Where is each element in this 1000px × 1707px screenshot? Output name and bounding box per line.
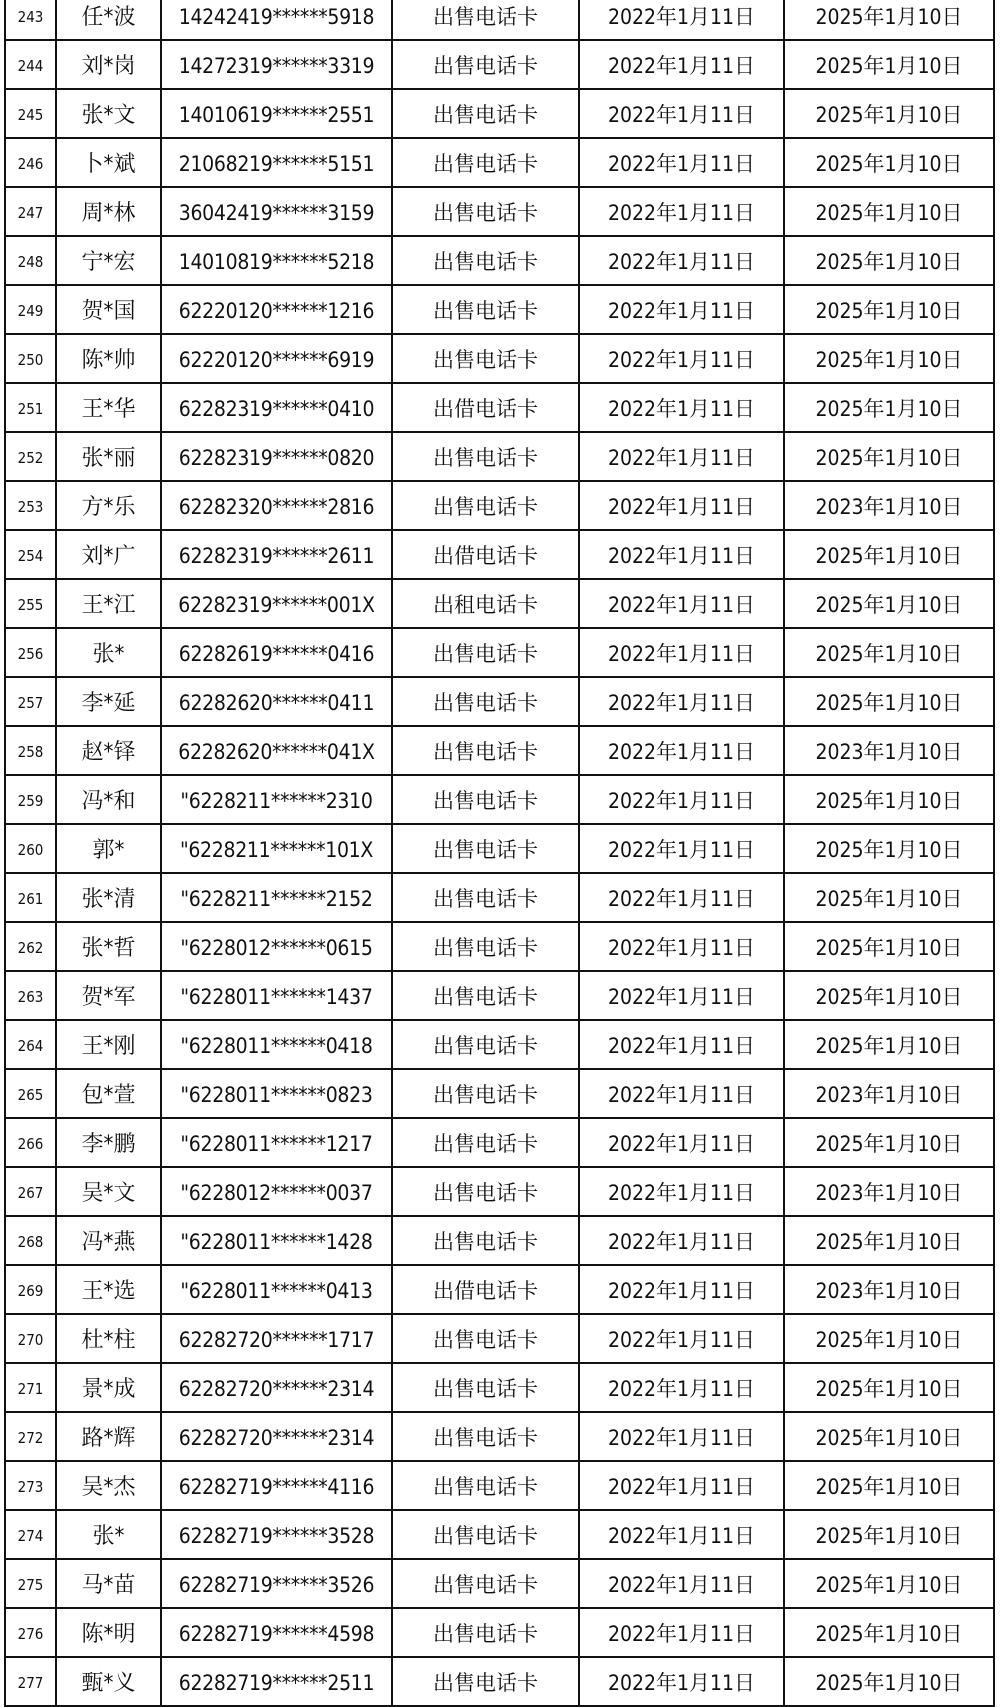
serial-number-cell: 247 xyxy=(5,187,56,236)
end-date-cell: 2025年1月10日 xyxy=(784,1559,994,1608)
name-cell: 张* xyxy=(56,1510,161,1559)
serial-number-cell: 271 xyxy=(5,1363,56,1412)
reason-cell: 出租电话卡 xyxy=(392,579,579,628)
name-cell: 郭* xyxy=(56,824,161,873)
end-date-cell: 2023年1月10日 xyxy=(784,1167,994,1216)
id-number-cell: 14272319******3319 xyxy=(161,40,392,89)
start-date-cell: 2022年1月11日 xyxy=(579,1216,784,1265)
end-date-cell: 2023年1月10日 xyxy=(784,1265,994,1314)
name-cell: 景*成 xyxy=(56,1363,161,1412)
reason-cell: 出售电话卡 xyxy=(392,1608,579,1657)
id-number-cell: 14010619******2551 xyxy=(161,89,392,138)
name-cell: 任*波 xyxy=(56,0,161,40)
name-cell: 贺*国 xyxy=(56,285,161,334)
table-row xyxy=(5,971,994,1020)
end-date-cell: 2025年1月10日 xyxy=(784,1314,994,1363)
start-date-cell: 2022年1月11日 xyxy=(579,677,784,726)
serial-number-cell: 244 xyxy=(5,40,56,89)
id-number-cell: "6228012******0615 xyxy=(161,922,392,971)
table-row xyxy=(5,1167,994,1216)
serial-number-cell: 265 xyxy=(5,1069,56,1118)
id-number-cell: 62282720******2314 xyxy=(161,1412,392,1461)
serial-number-cell: 250 xyxy=(5,334,56,383)
id-number-cell: 62282620******0411 xyxy=(161,677,392,726)
serial-number-cell: 266 xyxy=(5,1118,56,1167)
table-row xyxy=(5,775,994,824)
start-date-cell: 2022年1月11日 xyxy=(579,1118,784,1167)
start-date-cell: 2022年1月11日 xyxy=(579,628,784,677)
reason-cell: 出售电话卡 xyxy=(392,1461,579,1510)
table-row xyxy=(5,579,994,628)
end-date-cell: 2025年1月10日 xyxy=(784,1020,994,1069)
start-date-cell: 2022年1月11日 xyxy=(579,89,784,138)
end-date-cell: 2025年1月10日 xyxy=(784,187,994,236)
reason-cell: 出售电话卡 xyxy=(392,726,579,775)
name-cell: 李*鹏 xyxy=(56,1118,161,1167)
name-cell: 张*丽 xyxy=(56,432,161,481)
table-row xyxy=(5,1510,994,1559)
serial-number-cell: 267 xyxy=(5,1167,56,1216)
serial-number-cell: 258 xyxy=(5,726,56,775)
start-date-cell: 2022年1月11日 xyxy=(579,1461,784,1510)
table-row xyxy=(5,481,994,530)
id-number-cell: "6228211******2152 xyxy=(161,873,392,922)
end-date-cell: 2025年1月10日 xyxy=(784,579,994,628)
reason-cell: 出售电话卡 xyxy=(392,1559,579,1608)
name-cell: 马*苗 xyxy=(56,1559,161,1608)
reason-cell: 出售电话卡 xyxy=(392,481,579,530)
name-cell: 张*文 xyxy=(56,89,161,138)
end-date-cell: 2025年1月10日 xyxy=(784,383,994,432)
table-row xyxy=(5,1118,994,1167)
serial-number-cell: 256 xyxy=(5,628,56,677)
start-date-cell: 2022年1月11日 xyxy=(579,1608,784,1657)
end-date-cell: 2025年1月10日 xyxy=(784,1510,994,1559)
start-date-cell: 2022年1月11日 xyxy=(579,481,784,530)
name-cell: 包*萱 xyxy=(56,1069,161,1118)
id-number-cell: 62282319******0820 xyxy=(161,432,392,481)
name-cell: 赵*铎 xyxy=(56,726,161,775)
id-number-cell: "6228011******0418 xyxy=(161,1020,392,1069)
table-row xyxy=(5,677,994,726)
table-row xyxy=(5,40,994,89)
end-date-cell: 2025年1月10日 xyxy=(784,775,994,824)
start-date-cell: 2022年1月11日 xyxy=(579,383,784,432)
serial-number-cell: 277 xyxy=(5,1657,56,1706)
serial-number-cell: 263 xyxy=(5,971,56,1020)
name-cell: 张*哲 xyxy=(56,922,161,971)
name-cell: 张* xyxy=(56,628,161,677)
id-number-cell: "6228011******0413 xyxy=(161,1265,392,1314)
name-cell: 方*乐 xyxy=(56,481,161,530)
end-date-cell: 2025年1月10日 xyxy=(784,922,994,971)
end-date-cell: 2025年1月10日 xyxy=(784,285,994,334)
end-date-cell: 2025年1月10日 xyxy=(784,530,994,579)
table-row xyxy=(5,1363,994,1412)
table-row xyxy=(5,628,994,677)
table-row xyxy=(5,1461,994,1510)
table-row xyxy=(5,922,994,971)
id-number-cell: 62282720******2314 xyxy=(161,1363,392,1412)
reason-cell: 出售电话卡 xyxy=(392,775,579,824)
id-number-cell: 62282719******4598 xyxy=(161,1608,392,1657)
serial-number-cell: 274 xyxy=(5,1510,56,1559)
serial-number-cell: 272 xyxy=(5,1412,56,1461)
table-row xyxy=(5,1069,994,1118)
reason-cell: 出售电话卡 xyxy=(392,1069,579,1118)
reason-cell: 出售电话卡 xyxy=(392,1216,579,1265)
name-cell: 贺*军 xyxy=(56,971,161,1020)
start-date-cell: 2022年1月11日 xyxy=(579,1265,784,1314)
reason-cell: 出售电话卡 xyxy=(392,1363,579,1412)
reason-cell: 出售电话卡 xyxy=(392,334,579,383)
serial-number-cell: 252 xyxy=(5,432,56,481)
serial-number-cell: 273 xyxy=(5,1461,56,1510)
serial-number-cell: 276 xyxy=(5,1608,56,1657)
name-cell: 冯*燕 xyxy=(56,1216,161,1265)
table-row xyxy=(5,530,994,579)
serial-number-cell: 264 xyxy=(5,1020,56,1069)
end-date-cell: 2023年1月10日 xyxy=(784,726,994,775)
serial-number-cell: 243 xyxy=(5,0,56,40)
name-cell: 路*辉 xyxy=(56,1412,161,1461)
start-date-cell: 2022年1月11日 xyxy=(579,1363,784,1412)
start-date-cell: 2022年1月11日 xyxy=(579,236,784,285)
name-cell: 王*选 xyxy=(56,1265,161,1314)
start-date-cell: 2022年1月11日 xyxy=(579,1412,784,1461)
table-row xyxy=(5,187,994,236)
id-number-cell: 36042419******3159 xyxy=(161,187,392,236)
id-number-cell: 14242419******5918 xyxy=(161,0,392,40)
table-row xyxy=(5,1412,994,1461)
start-date-cell: 2022年1月11日 xyxy=(579,432,784,481)
start-date-cell: 2022年1月11日 xyxy=(579,579,784,628)
reason-cell: 出售电话卡 xyxy=(392,628,579,677)
start-date-cell: 2022年1月11日 xyxy=(579,1167,784,1216)
start-date-cell: 2022年1月11日 xyxy=(579,971,784,1020)
serial-number-cell: 249 xyxy=(5,285,56,334)
id-number-cell: "6228011******0823 xyxy=(161,1069,392,1118)
id-number-cell: "6228011******1437 xyxy=(161,971,392,1020)
id-number-cell: 62282620******041X xyxy=(161,726,392,775)
id-number-cell: 62282719******3528 xyxy=(161,1510,392,1559)
id-number-cell: "6228211******2310 xyxy=(161,775,392,824)
name-cell: 张*清 xyxy=(56,873,161,922)
reason-cell: 出借电话卡 xyxy=(392,383,579,432)
serial-number-cell: 257 xyxy=(5,677,56,726)
serial-number-cell: 254 xyxy=(5,530,56,579)
name-cell: 王*江 xyxy=(56,579,161,628)
end-date-cell: 2025年1月10日 xyxy=(784,1608,994,1657)
start-date-cell: 2022年1月11日 xyxy=(579,1069,784,1118)
serial-number-cell: 268 xyxy=(5,1216,56,1265)
reason-cell: 出售电话卡 xyxy=(392,40,579,89)
table-row xyxy=(5,1216,994,1265)
reason-cell: 出售电话卡 xyxy=(392,89,579,138)
name-cell: 周*林 xyxy=(56,187,161,236)
id-number-cell: 62282719******3526 xyxy=(161,1559,392,1608)
table-row xyxy=(5,89,994,138)
start-date-cell: 2022年1月11日 xyxy=(579,285,784,334)
end-date-cell: 2023年1月10日 xyxy=(784,1069,994,1118)
end-date-cell: 2025年1月10日 xyxy=(784,971,994,1020)
id-number-cell: 62282619******0416 xyxy=(161,628,392,677)
end-date-cell: 2025年1月10日 xyxy=(784,1363,994,1412)
record-table xyxy=(4,0,995,1707)
table-row xyxy=(5,1314,994,1363)
serial-number-cell: 260 xyxy=(5,824,56,873)
table-row xyxy=(5,726,994,775)
name-cell: 宁*宏 xyxy=(56,236,161,285)
name-cell: 冯*和 xyxy=(56,775,161,824)
end-date-cell: 2025年1月10日 xyxy=(784,236,994,285)
name-cell: 刘*岗 xyxy=(56,40,161,89)
table-row xyxy=(5,383,994,432)
id-number-cell: 62282320******2816 xyxy=(161,481,392,530)
end-date-cell: 2025年1月10日 xyxy=(784,432,994,481)
reason-cell: 出售电话卡 xyxy=(392,1118,579,1167)
reason-cell: 出售电话卡 xyxy=(392,922,579,971)
end-date-cell: 2023年1月10日 xyxy=(784,481,994,530)
end-date-cell: 2025年1月10日 xyxy=(784,1657,994,1706)
id-number-cell: 62220120******1216 xyxy=(161,285,392,334)
name-cell: 陈*明 xyxy=(56,1608,161,1657)
start-date-cell: 2022年1月11日 xyxy=(579,187,784,236)
end-date-cell: 2025年1月10日 xyxy=(784,138,994,187)
reason-cell: 出售电话卡 xyxy=(392,0,579,40)
end-date-cell: 2025年1月10日 xyxy=(784,89,994,138)
reason-cell: 出售电话卡 xyxy=(392,1314,579,1363)
id-number-cell: 62282319******0410 xyxy=(161,383,392,432)
start-date-cell: 2022年1月11日 xyxy=(579,775,784,824)
serial-number-cell: 248 xyxy=(5,236,56,285)
id-number-cell: 62282719******4116 xyxy=(161,1461,392,1510)
name-cell: 吴*文 xyxy=(56,1167,161,1216)
serial-number-cell: 245 xyxy=(5,89,56,138)
reason-cell: 出售电话卡 xyxy=(392,824,579,873)
serial-number-cell: 255 xyxy=(5,579,56,628)
table-row xyxy=(5,0,994,40)
id-number-cell: "6228211******101X xyxy=(161,824,392,873)
reason-cell: 出售电话卡 xyxy=(392,677,579,726)
name-cell: 李*延 xyxy=(56,677,161,726)
end-date-cell: 2025年1月10日 xyxy=(784,677,994,726)
start-date-cell: 2022年1月11日 xyxy=(579,726,784,775)
id-number-cell: 21068219******5151 xyxy=(161,138,392,187)
reason-cell: 出售电话卡 xyxy=(392,971,579,1020)
start-date-cell: 2022年1月11日 xyxy=(579,530,784,579)
table-row xyxy=(5,824,994,873)
start-date-cell: 2022年1月11日 xyxy=(579,40,784,89)
table-row xyxy=(5,334,994,383)
reason-cell: 出借电话卡 xyxy=(392,1265,579,1314)
serial-number-cell: 269 xyxy=(5,1265,56,1314)
id-number-cell: "6228012******0037 xyxy=(161,1167,392,1216)
name-cell: 杜*柱 xyxy=(56,1314,161,1363)
start-date-cell: 2022年1月11日 xyxy=(579,1657,784,1706)
end-date-cell: 2025年1月10日 xyxy=(784,1412,994,1461)
name-cell: 刘*广 xyxy=(56,530,161,579)
serial-number-cell: 261 xyxy=(5,873,56,922)
id-number-cell: 62220120******6919 xyxy=(161,334,392,383)
end-date-cell: 2025年1月10日 xyxy=(784,334,994,383)
id-number-cell: "6228011******1428 xyxy=(161,1216,392,1265)
reason-cell: 出售电话卡 xyxy=(392,285,579,334)
start-date-cell: 2022年1月11日 xyxy=(579,873,784,922)
start-date-cell: 2022年1月11日 xyxy=(579,1559,784,1608)
start-date-cell: 2022年1月11日 xyxy=(579,138,784,187)
table-row xyxy=(5,1608,994,1657)
end-date-cell: 2025年1月10日 xyxy=(784,1118,994,1167)
reason-cell: 出售电话卡 xyxy=(392,1510,579,1559)
name-cell: 陈*帅 xyxy=(56,334,161,383)
serial-number-cell: 270 xyxy=(5,1314,56,1363)
reason-cell: 出售电话卡 xyxy=(392,1020,579,1069)
reason-cell: 出售电话卡 xyxy=(392,138,579,187)
reason-cell: 出售电话卡 xyxy=(392,432,579,481)
table-row xyxy=(5,432,994,481)
start-date-cell: 2022年1月11日 xyxy=(579,824,784,873)
name-cell: 甄*义 xyxy=(56,1657,161,1706)
id-number-cell: 62282319******2611 xyxy=(161,530,392,579)
serial-number-cell: 246 xyxy=(5,138,56,187)
end-date-cell: 2025年1月10日 xyxy=(784,40,994,89)
table-row xyxy=(5,1020,994,1069)
reason-cell: 出售电话卡 xyxy=(392,873,579,922)
table-row xyxy=(5,1559,994,1608)
end-date-cell: 2025年1月10日 xyxy=(784,1461,994,1510)
id-number-cell: 62282319******001X xyxy=(161,579,392,628)
end-date-cell: 2025年1月10日 xyxy=(784,628,994,677)
reason-cell: 出售电话卡 xyxy=(392,236,579,285)
name-cell: 王*华 xyxy=(56,383,161,432)
name-cell: 王*刚 xyxy=(56,1020,161,1069)
end-date-cell: 2025年1月10日 xyxy=(784,1216,994,1265)
start-date-cell: 2022年1月11日 xyxy=(579,334,784,383)
table-row xyxy=(5,873,994,922)
table-row xyxy=(5,1265,994,1314)
start-date-cell: 2022年1月11日 xyxy=(579,0,784,40)
reason-cell: 出售电话卡 xyxy=(392,187,579,236)
id-number-cell: "6228011******1217 xyxy=(161,1118,392,1167)
end-date-cell: 2025年1月10日 xyxy=(784,873,994,922)
serial-number-cell: 251 xyxy=(5,383,56,432)
serial-number-cell: 253 xyxy=(5,481,56,530)
table-row xyxy=(5,285,994,334)
start-date-cell: 2022年1月11日 xyxy=(579,922,784,971)
id-number-cell: 62282720******1717 xyxy=(161,1314,392,1363)
reason-cell: 出售电话卡 xyxy=(392,1657,579,1706)
table-row xyxy=(5,1657,994,1706)
serial-number-cell: 262 xyxy=(5,922,56,971)
name-cell: 卜*斌 xyxy=(56,138,161,187)
id-number-cell: 62282719******2511 xyxy=(161,1657,392,1706)
name-cell: 吴*杰 xyxy=(56,1461,161,1510)
reason-cell: 出借电话卡 xyxy=(392,530,579,579)
start-date-cell: 2022年1月11日 xyxy=(579,1020,784,1069)
end-date-cell: 2025年1月10日 xyxy=(784,0,994,40)
reason-cell: 出售电话卡 xyxy=(392,1167,579,1216)
table-row xyxy=(5,236,994,285)
table-body xyxy=(5,0,994,1706)
serial-number-cell: 259 xyxy=(5,775,56,824)
table-row xyxy=(5,138,994,187)
start-date-cell: 2022年1月11日 xyxy=(579,1314,784,1363)
start-date-cell: 2022年1月11日 xyxy=(579,1510,784,1559)
id-number-cell: 14010819******5218 xyxy=(161,236,392,285)
end-date-cell: 2025年1月10日 xyxy=(784,824,994,873)
reason-cell: 出售电话卡 xyxy=(392,1412,579,1461)
serial-number-cell: 275 xyxy=(5,1559,56,1608)
